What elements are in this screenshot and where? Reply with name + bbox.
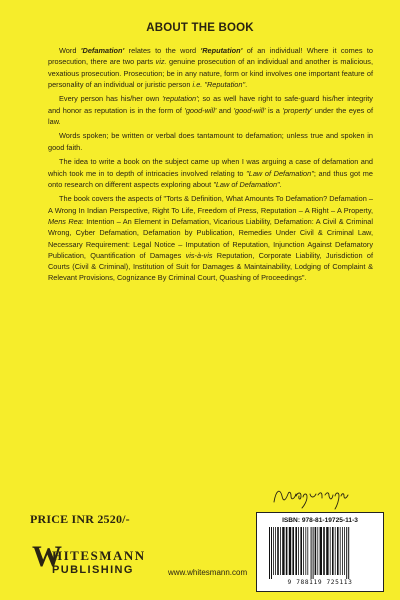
barcode-bar: [323, 527, 325, 575]
barcode-bar: [326, 527, 328, 575]
barcode-bar: [280, 527, 281, 575]
paragraph-text-run: "Law of Defamation": [213, 179, 280, 189]
paragraph-text-run: Reputation, Corporate Liability, Jurisdiction of Courts (Civil & Criminal), Institution of Suit for Damages & Maintainability, Lodging of Complaint & Relevant Provisions, Cognizance By Criminal Court, Quashing of Proceedings".: [48, 250, 374, 283]
paragraph-text-run: The book covers the aspects of "Torts & Definition, What Amounts To Defamation? Defamation – A Wrong In Indian Perspective, Right To Life, Freedom of Press, Reputation – A Right – A Property,: [48, 194, 373, 215]
barcode-bar: [307, 527, 308, 575]
paragraph-text-run: "Law of Defamation": [246, 168, 314, 178]
barcode-bar: [305, 527, 306, 575]
paragraph-text-run: 'Defamation': [80, 46, 125, 55]
paragraph-text-run: 'Reputation': [200, 46, 243, 55]
paragraph-text-run: .: [245, 79, 248, 89]
paragraph-text-run: Words spoken; be written or verbal does tantamount to defamation; unless true and spoken in good faith.: [48, 131, 373, 152]
barcode-digits: 9 788119 725113: [287, 579, 353, 586]
paragraph-text-run: viz.: [155, 57, 167, 67]
paragraph-text-run: under the eyes of law.: [48, 105, 374, 126]
barcode-bar: [335, 527, 336, 575]
barcode-bar: [269, 527, 270, 579]
description-paragraph: [48, 193, 373, 283]
paragraph-text-run: Word: [59, 46, 81, 55]
description-paragraph: [48, 156, 373, 190]
paragraph-text-run: vis-à-vis: [185, 250, 213, 260]
publisher-website: www.whitesmann.com: [168, 568, 248, 577]
barcode-bar: [295, 527, 297, 575]
author-signature: [270, 482, 350, 512]
description-paragraph: [48, 130, 373, 153]
about-heading: ABOUT THE BOOK: [146, 22, 254, 34]
barcode-bar: [275, 527, 276, 575]
barcode-bar: [344, 527, 345, 575]
barcode-bar: [271, 527, 272, 579]
paragraph-text-run: is a: [265, 105, 283, 115]
paragraph-text-run: : Intention – An Element in Defamation, Vicarious Liability, Defamation: A Civil & Criminal Wrong, Cyber Defamation, Defamation by Publication, Remedies Under Civil & Criminal Law, Necessary Requirement: Legal Notice – Imputation of Reputation, Injunction Against Defamatory Publication, Quantification of Damages: [48, 216, 373, 260]
paragraph-text-run: 'reputation': [162, 94, 198, 104]
publisher-logo-initial: W: [32, 540, 62, 573]
barcode-bar: [303, 527, 304, 575]
barcode-bar: [277, 527, 279, 575]
paragraph-text-run: ; and thus got me onto research on different aspects exploring about: [48, 168, 373, 189]
paragraph-text-run: relates to the word: [124, 46, 201, 55]
description-paragraph: [48, 93, 373, 127]
barcode-bar: [300, 527, 302, 575]
barcode-bar: [346, 527, 347, 579]
barcode-bar: [317, 527, 318, 575]
barcode-bar: [342, 527, 343, 575]
barcode-bar: [348, 527, 349, 579]
barcode-bar: [311, 527, 312, 579]
barcode-bar: [286, 527, 288, 575]
barcode-bar: [332, 527, 334, 575]
paragraph-text-run: i.e. "Reputation": [192, 79, 246, 89]
paragraph-text-run: 'property': [282, 105, 313, 115]
paragraph-text-run: genuine prosecution of an individual and another is malicious, vexatious prosecution. Prosecution; be in any nature, form or kind involves one important feature of personality of an individual or juristic person: [48, 57, 373, 89]
barcode-bar: [292, 527, 294, 575]
isbn-barcode-panel: [256, 512, 384, 592]
barcode-bar: [298, 527, 299, 575]
book-description: [48, 45, 373, 287]
publisher-logo: [32, 542, 152, 584]
paragraph-text-run: .: [279, 179, 282, 189]
barcode-icon: [267, 527, 373, 579]
isbn-label: ISBN: 978-81-19725-11-3: [282, 517, 358, 524]
paragraph-text-run: Mens Rea: [48, 216, 82, 226]
barcode-bar: [330, 527, 331, 575]
publisher-logo-name: HITESMANN: [52, 548, 146, 563]
paragraph-text-run: and: [216, 105, 234, 115]
price-label: PRICE INR 2520/-: [30, 512, 130, 526]
paragraph-text-run: 'good-will': [233, 105, 266, 115]
paragraph-text-run: ; so as well have right to safe-guard his/her integrity and honor as reputation is in the form of: [48, 94, 373, 115]
barcode-bar: [320, 527, 322, 575]
barcode-bar: [315, 527, 317, 575]
barcode-bar: [282, 527, 284, 575]
description-paragraph: [48, 45, 373, 90]
paragraph-text-run: The idea to write a book on the subject came up when I was arguing a case of defamation and which took me in to depth of intricacies involved relating to: [48, 157, 373, 178]
paragraph-text-run: Every person has his/her own: [59, 94, 163, 104]
publisher-logo-subtitle: PUBLISHING: [52, 564, 134, 576]
paragraph-text-run: of an individual! Where it comes to prosecution, there are two parts: [48, 46, 373, 67]
barcode-bar: [273, 527, 274, 575]
barcode-bar: [313, 527, 314, 579]
barcode-bar: [289, 527, 291, 575]
barcode-bar: [340, 527, 341, 575]
barcode-bar: [337, 527, 339, 575]
paragraph-text-run: 'good-will': [184, 105, 217, 115]
